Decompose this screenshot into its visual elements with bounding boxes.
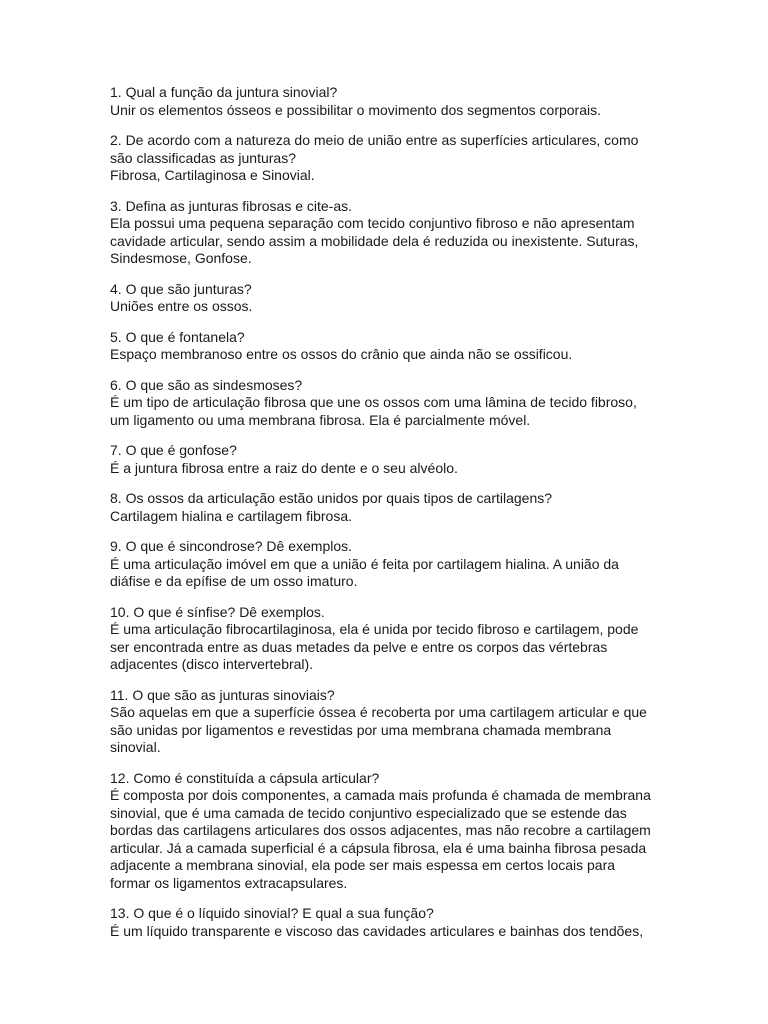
qa-item-13	[110, 905, 655, 940]
answer-text: Uniões entre os ossos.	[110, 298, 253, 314]
answer-text: Unir os elementos ósseos e possibilitar o movimento dos segmentos corporais.	[110, 101, 602, 118]
answer-text: Ela possui uma pequena separação com tecido conjuntivo fibroso e não apresentam cavidade articular, sendo assim a mobilidade dela é reduzida ou inexistente. Suturas, Sindesmose, Gonfose.	[110, 215, 639, 266]
qa-item-9	[110, 538, 655, 591]
question-text: 12. Como é constituída a cápsula articular?	[110, 769, 380, 786]
answer-text: É um líquido transparente e viscoso das cavidades articulares e bainhas dos tendões,	[110, 922, 644, 939]
qa-item-8	[110, 490, 655, 525]
qa-item-2	[110, 132, 655, 185]
question-text: 4. O que são junturas?	[110, 280, 252, 297]
answer-text: É uma articulação fibrocartilaginosa, ela é unida por tecido fibroso e cartilagem, pode ser encontrada entre as duas metades da pelve e entre os corpos das vértebras adjacentes (disco intervertebral).	[110, 621, 639, 672]
question-text: 8. Os ossos da articulação estão unidos por quais tipos de cartilagens?	[110, 490, 553, 506]
answer-text: Cartilagem hialina e cartilagem fibrosa.	[110, 507, 352, 524]
answer-text: É uma articulação imóvel em que a união é feita por cartilagem hialina. A união da diáfise e da epífise de um osso imaturo.	[110, 555, 619, 589]
question-text: 3. Defina as junturas fibrosas e cite-as.	[110, 197, 353, 214]
answer-text: Fibrosa, Cartilaginosa e Sinovial.	[110, 167, 315, 183]
question-text: 11. O que são as junturas sinoviais?	[110, 686, 335, 703]
question-text: 5. O que é fontanela?	[110, 328, 245, 345]
qa-item-3	[110, 198, 655, 268]
qa-item-4	[110, 281, 655, 316]
question-text: 10. O que é sínfise? Dê exemplos.	[110, 603, 325, 620]
question-text: 13. O que é o líquido sinovial? E qual a sua função?	[110, 905, 434, 921]
answer-text: É a juntura fibrosa entre a raiz do dente e o seu alvéolo.	[110, 459, 458, 476]
answer-text: São aquelas em que a superfície óssea é recoberta por uma cartilagem articular e que são unidas por ligamentos e revestidas por uma membrana chamada membrana sinovial.	[110, 704, 647, 755]
qa-item-6	[110, 377, 655, 430]
question-text: 6. O que são as sindesmoses?	[110, 376, 303, 393]
answer-text: Espaço membranoso entre os ossos do crânio que ainda não se ossificou.	[110, 346, 573, 362]
question-text: 7. O que é gonfose?	[110, 442, 237, 458]
qa-item-1	[110, 84, 655, 119]
qa-item-7	[110, 442, 655, 477]
qa-item-10	[110, 604, 655, 674]
qa-item-11	[110, 687, 655, 757]
question-text: 1. Qual a função da juntura sinovial?	[110, 84, 338, 100]
document-page	[110, 84, 655, 953]
question-text: 2. De acordo com a natureza do meio de união entre as superfícies articulares, como são classificadas as junturas?	[110, 132, 639, 166]
question-text: 9. O que é sincondrose? Dê exemplos.	[110, 538, 353, 554]
qa-item-12	[110, 770, 655, 893]
answer-text: É um tipo de articulação fibrosa que une os ossos com uma lâmina de tecido fibroso, um ligamento ou uma membrana fibrosa. Ela é parcialmente móvel.	[110, 394, 637, 428]
answer-text: É composta por dois componentes, a camada mais profunda é chamada de membrana sinovial, que é uma camada de tecido conjuntivo especializado que se estende das bordas das cartilagens articulares dos ossos adjacentes, mas não recobre a cartilagem articular. Já a camada superficial é a cápsula fibrosa, ela é uma bainha fibrosa pesada adjacente a membrana sinovial, ela pode ser mais espessa em certos locais para formar os ligamentos extracapsulares.	[110, 787, 651, 891]
qa-item-5	[110, 329, 655, 364]
